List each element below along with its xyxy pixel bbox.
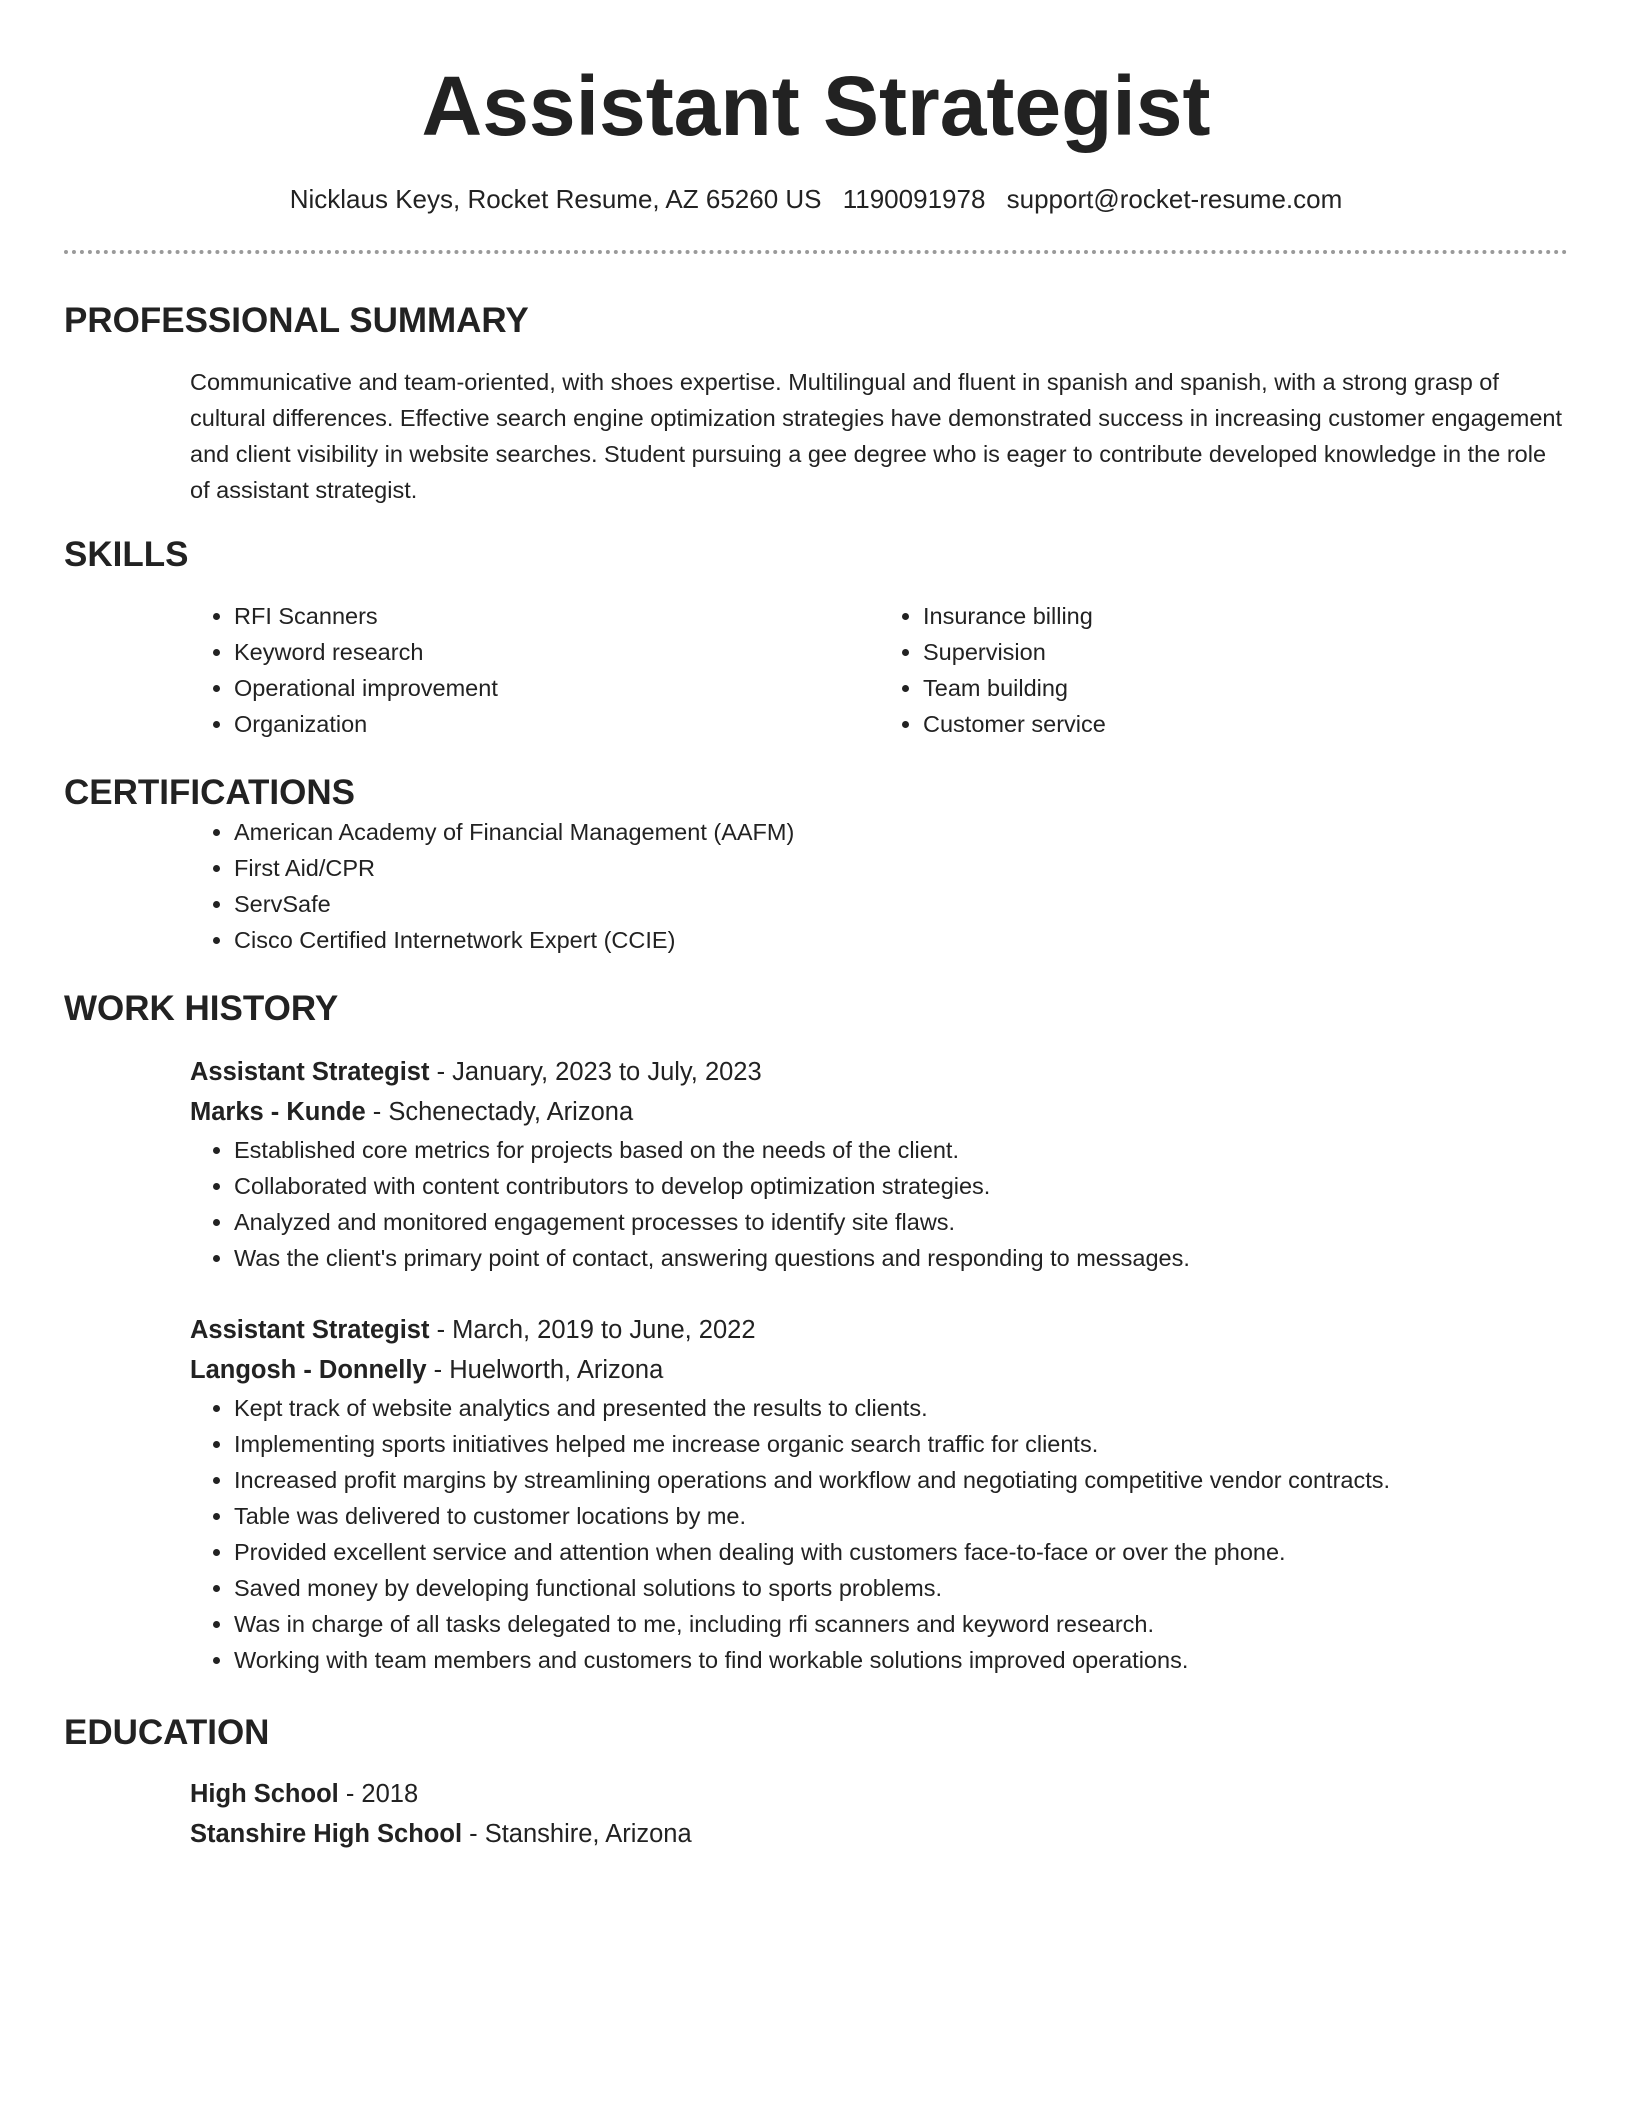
certification-item: • Cisco Certified Internetwork Expert (CCIE) [234, 922, 1568, 958]
summary-heading: PROFESSIONAL SUMMARY [64, 301, 529, 340]
education-heading: EDUCATION [64, 1713, 270, 1752]
certifications-heading: CERTIFICATIONS [64, 773, 356, 812]
skill-item: • Operational improvement [234, 670, 879, 706]
job-bullet: • Saved money by developing functional solutions to sports problems. [234, 1570, 1568, 1606]
summary-text: Communicative and team-oriented, with shoes expertise. Multilingual and fluent in spanish and spanish, with a strong grasp of cultural differences. Effective search engine optimization strategies have demonstrated success in increasing customer engagement and client visibility in website searches. Student pursuing a gee degree who is eager to contribute developed knowledge in the role of assistant strategist. [190, 369, 1563, 503]
education-section [64, 1712, 1568, 1854]
job-location: - Schenectady, Arizona [365, 1098, 634, 1126]
certifications-list [190, 814, 1568, 958]
job-bullet: • Kept track of website analytics and presented the results to clients. [234, 1390, 1568, 1426]
header-divider [64, 250, 1568, 254]
job-bullet: • Was in charge of all tasks delegated to me, including rfi scanners and keyword research. [234, 1606, 1568, 1642]
skills-grid [190, 598, 1568, 742]
skill-item: • Keyword research [234, 634, 879, 670]
skills-right-list [879, 598, 1568, 742]
contact-phone: 1190091978 [842, 184, 986, 214]
job-bullet: • Table was delivered to customer locations by me. [234, 1498, 1568, 1534]
work-history-section [64, 988, 1568, 1678]
skill-item: • Supervision [923, 634, 1568, 670]
job-bullet: • Collaborated with content contributors to develop optimization strategies. [234, 1168, 1568, 1204]
certification-item: • ServSafe [234, 886, 1568, 922]
skill-item: • Insurance billing [923, 598, 1568, 634]
job-company-line [190, 1092, 1568, 1132]
job-company: Langosh - Donnelly [190, 1356, 427, 1384]
job-entry [190, 1310, 1568, 1678]
job-bullet: • Analyzed and monitored engagement processes to identify site flaws. [234, 1204, 1568, 1240]
education-year: - 2018 [338, 1780, 419, 1808]
skills-left-list [190, 598, 879, 742]
skill-item: • Team building [923, 670, 1568, 706]
resume-name: Assistant Strategist [421, 59, 1211, 153]
job-bullet: • Was the client's primary point of contact, answering questions and responding to messages. [234, 1240, 1568, 1276]
skills-heading: SKILLS [64, 535, 189, 574]
job-title-line [190, 1310, 1568, 1350]
job-bullet: • Established core metrics for projects based on the needs of the client. [234, 1132, 1568, 1168]
job-entry [190, 1052, 1568, 1276]
job-bullet: • Implementing sports initiatives helped me increase organic search traffic for clients. [234, 1426, 1568, 1462]
certification-item: • American Academy of Financial Management (AAFM) [234, 814, 1568, 850]
job-location: - Huelworth, Arizona [426, 1356, 664, 1384]
certifications-section [64, 772, 1568, 958]
job-dates: - March, 2019 to June, 2022 [429, 1316, 756, 1344]
job-bullet: • Provided excellent service and attention when dealing with customers face-to-face or over the phone. [234, 1534, 1568, 1570]
contact-address: Nicklaus Keys, Rocket Resume, AZ 65260 US [289, 184, 822, 214]
job-dates: - January, 2023 to July, 2023 [429, 1058, 762, 1086]
job-title-line [190, 1052, 1568, 1092]
education-entry [190, 1774, 1568, 1854]
education-school: Stanshire High School [190, 1820, 463, 1848]
job-bullets [190, 1132, 1568, 1276]
skills-section [64, 534, 1568, 742]
job-role: Assistant Strategist [190, 1316, 430, 1344]
job-company-line [190, 1350, 1568, 1390]
education-location: - Stanshire, Arizona [462, 1820, 692, 1848]
education-degree: High School [190, 1780, 339, 1808]
job-bullets [190, 1390, 1568, 1678]
skill-item: • Customer service [923, 706, 1568, 742]
skill-item: • Organization [234, 706, 879, 742]
job-bullet: • Working with team members and customers to find workable solutions improved operations. [234, 1642, 1568, 1678]
job-bullet: • Increased profit margins by streamlining operations and workflow and negotiating competitive vendor contracts. [234, 1462, 1568, 1498]
contact-line [64, 182, 1568, 216]
education-degree-line [190, 1774, 1568, 1814]
skill-item: • RFI Scanners [234, 598, 879, 634]
work-history-heading: WORK HISTORY [64, 989, 339, 1028]
certification-item: • First Aid/CPR [234, 850, 1568, 886]
job-company: Marks - Kunde [190, 1098, 366, 1126]
summary-section [64, 300, 1568, 508]
job-role: Assistant Strategist [190, 1058, 430, 1086]
education-school-line [190, 1814, 1568, 1854]
contact-email: support@rocket-resume.com [1006, 184, 1343, 214]
